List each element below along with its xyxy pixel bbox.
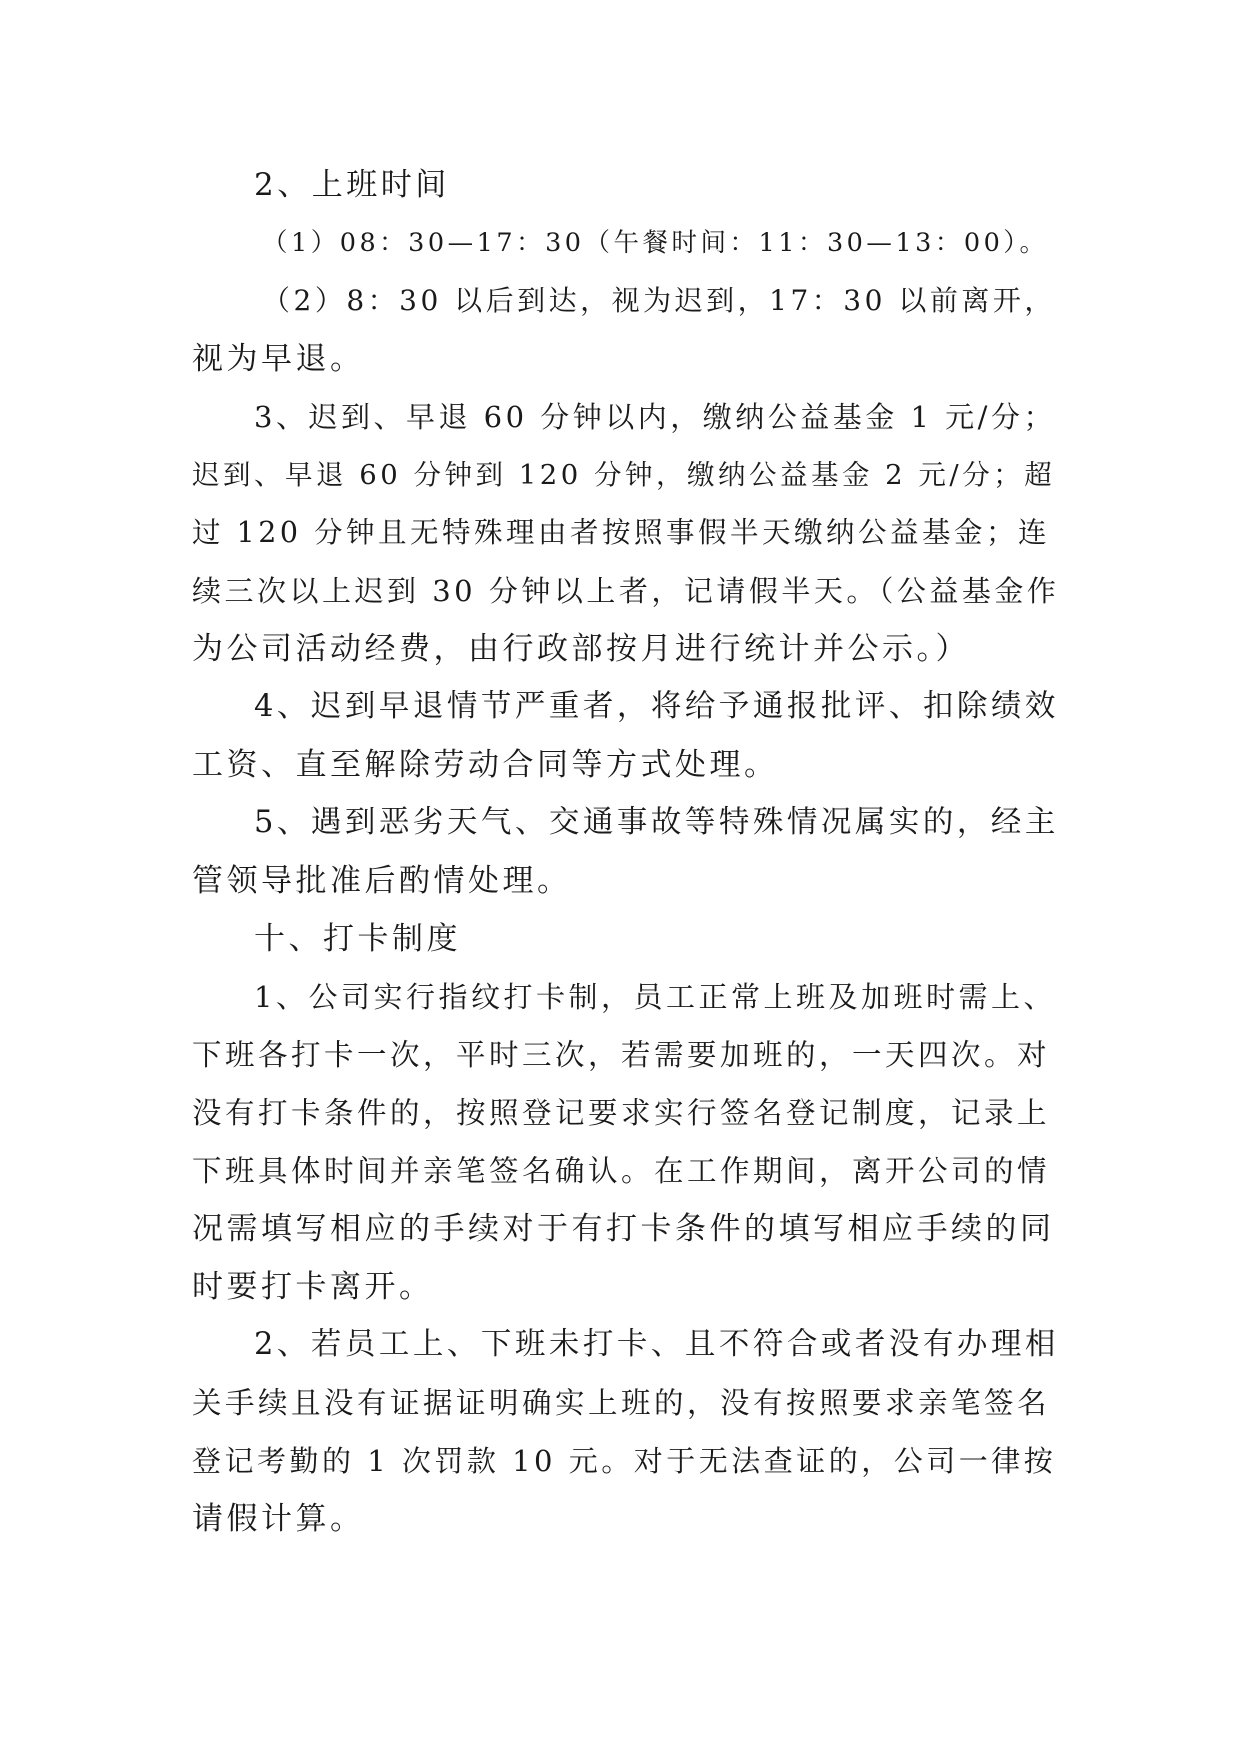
text-line: 关手续且没有证据证明确实上班的，没有按照要求亲笔签名 [192, 1386, 1051, 1420]
text-line: 时要打卡离开。 [192, 1269, 434, 1305]
text-line: 迟到、早退 60 分钟到 120 分钟，缴纳公益基金 2 元/分；超 [192, 459, 1056, 491]
text-line: 续三次以上迟到 30 分钟以上者，记请假半天。（公益基金作 [192, 574, 1060, 608]
text-line: 登记考勤的 1 次罚款 10 元。对于无法查证的，公司一律按 [192, 1444, 1057, 1478]
text-line: 管领导批准后酌情处理。 [192, 863, 572, 899]
text-line: 为公司活动经费，由行政部按月进行统计并公示。） [192, 631, 970, 667]
text-line: （2）8：30 以后到达，视为迟到，17：30 以前离开， [262, 284, 1056, 317]
heading-work-hours: 2、上班时间 [254, 167, 450, 203]
text-line: 5、遇到恶劣天气、交通事故等特殊情况属实的，经主 [254, 805, 1059, 840]
text-line: 请假计算。 [192, 1501, 365, 1537]
text-line: 况需填写相应的手续对于有打卡条件的填写相应手续的同 [192, 1211, 1055, 1247]
text-line: （1）08：30—17：30（午餐时间：11：30—13：00）。 [262, 228, 1049, 258]
text-line: 4、迟到早退情节严重者，将给予通报批评、扣除绩效 [254, 689, 1059, 724]
text-line: 视为早退。 [192, 341, 365, 377]
text-line: 下班各打卡一次，平时三次，若需要加班的，一天四次。对 [192, 1038, 1051, 1072]
text-line: 没有打卡条件的，按照登记要求实行签名登记制度，记录上 [192, 1096, 1051, 1130]
text-line: 2、若员工上、下班未打卡、且不符合或者没有办理相 [254, 1327, 1059, 1362]
heading-clock-in-system: 十、打卡制度 [254, 921, 461, 957]
text-line: 1、公司实行指纹打卡制，员工正常上班及加班时需上、 [254, 980, 1056, 1014]
text-line: 工资、直至解除劳动合同等方式处理。 [192, 747, 779, 783]
text-line: 下班具体时间并亲笔签名确认。在工作期间，离开公司的情 [192, 1154, 1051, 1188]
text-line: 过 120 分钟且无特殊理由者按照事假半天缴纳公益基金；连 [192, 516, 1051, 549]
text-line: 3、迟到、早退 60 分钟以内，缴纳公益基金 1 元/分； [254, 400, 1056, 434]
